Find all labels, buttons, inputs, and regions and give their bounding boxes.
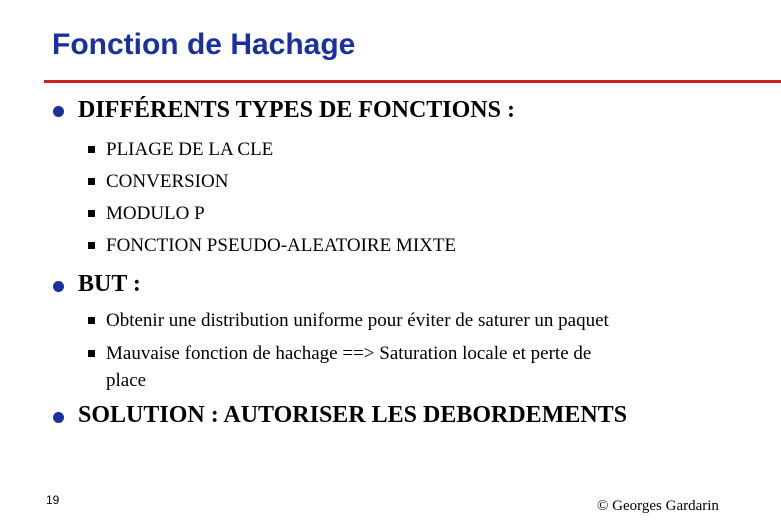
list-item: MODULO P — [106, 203, 205, 224]
square-bullet-icon — [88, 210, 95, 217]
slide-title: Fonction de Hachage — [52, 28, 356, 61]
section-heading-types: DIFFÉRENTS TYPES DE FONCTIONS : — [78, 97, 515, 123]
square-bullet-icon — [88, 146, 95, 153]
bullet-dot-icon — [53, 106, 64, 117]
list-item-continuation: place — [106, 370, 147, 391]
list-item: CONVERSION — [106, 171, 229, 192]
bullet-dot-icon — [53, 281, 64, 292]
list-item: FONCTION PSEUDO-ALEATOIRE MIXTE — [106, 235, 457, 256]
square-bullet-icon — [88, 242, 95, 249]
section-heading-but: BUT : — [78, 271, 141, 297]
bullet-dot-icon — [53, 412, 64, 423]
list-item: PLIAGE DE LA CLE — [106, 139, 274, 160]
page-number: 19 — [46, 493, 60, 507]
square-bullet-icon — [88, 317, 95, 324]
copyright-notice: © Georges Gardarin — [597, 498, 719, 514]
square-bullet-icon — [88, 178, 95, 185]
title-underline — [44, 80, 781, 83]
list-item: Obtenir une distribution uniforme pour éviter de saturer un paquet — [106, 310, 609, 331]
section-heading-solution: SOLUTION : AUTORISER LES DEBORDEMENTS — [78, 402, 628, 428]
square-bullet-icon — [88, 350, 95, 357]
list-item: Mauvaise fonction de hachage ==> Saturation locale et perte de — [106, 343, 592, 364]
